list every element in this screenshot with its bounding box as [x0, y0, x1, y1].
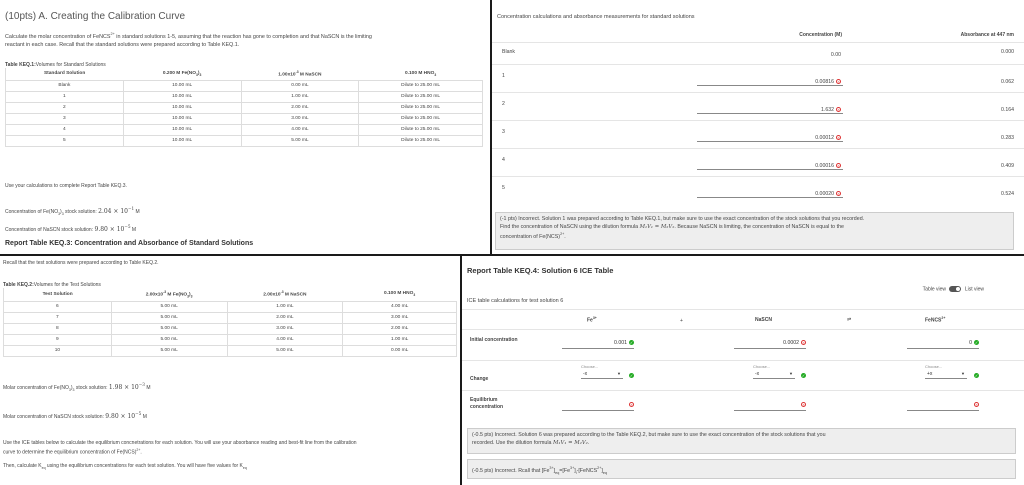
table-row: [492, 148, 1024, 176]
col-nascn: NaSCN: [755, 317, 772, 323]
table-row: [492, 120, 1024, 148]
divider: [462, 309, 1024, 310]
row-change-label: Change: [470, 376, 489, 382]
table-cell: 4.00 mL: [227, 334, 343, 345]
table-cell: 0.00 mL: [241, 80, 359, 91]
table-cell: Blank: [6, 80, 124, 91]
table-row: [4, 312, 457, 323]
divider: [462, 390, 1024, 391]
col-header: $2.00x10^{-3}$ M $Fe(NO_3)_3$: [145, 290, 193, 299]
concentration-input[interactable]: [697, 52, 843, 58]
table-cell: 4.00 mL: [241, 124, 359, 135]
feedback-incorrect-1: (-0.5 pts) Incorrect. Solution 6 was prepared according to the Table KEQ.2, but make sure to use the exact concentration of the stock solutions that you recorded. Use the dilution formula M₁V₁ = M₂V₂.: [467, 428, 1016, 454]
table-cell: Dilute to 25.00 mL: [359, 113, 483, 124]
table-row: [6, 135, 483, 146]
table-view-label: Table view: [922, 286, 947, 293]
incorrect-icon: ×: [837, 107, 840, 112]
col-header: Test Solution: [4, 288, 112, 301]
table-cell: 9: [4, 334, 112, 345]
table-cell: 10: [4, 345, 112, 356]
concentration-value: 0.00: [830, 52, 841, 58]
table-cell: 1.00 mL: [343, 334, 457, 345]
table-cell: 10.00 mL: [123, 80, 241, 91]
chevron-down-icon: ▼: [789, 371, 793, 376]
col-fe: $Fe^{3+}$: [587, 316, 597, 324]
col-fencs: FeNCS$^{2+}$: [925, 316, 946, 324]
section-title: (10pts) A. Creating the Calibration Curve: [5, 11, 186, 22]
incorrect-icon: ×: [837, 191, 840, 196]
change-nascn-select[interactable]: Choose... -x ▼: [753, 364, 793, 377]
scn-molar-concentration: Molar concentration of NaSCN stock solution: $9.80 \times 10^{-5}$ M: [3, 411, 147, 420]
concentration-value: 0.00016: [815, 163, 834, 169]
row-initial-label: Initial concentration: [470, 337, 518, 343]
report-table-title: Report Table KEQ.4: Solution 6 ICE Table: [467, 266, 614, 275]
divider: [462, 329, 1024, 330]
row-label: 5: [502, 185, 505, 191]
incorrect-icon: ×: [837, 79, 840, 84]
table-cell: 5.00 mL: [227, 345, 343, 356]
table-cell: 10.00 mL: [123, 135, 241, 146]
table-cell: 3.00 mL: [343, 312, 457, 323]
concentration-value: 0.00012: [815, 135, 834, 141]
row-equilibrium-label: Equilibrium concentration: [470, 397, 504, 410]
table-row: [6, 91, 483, 102]
table-row: [6, 102, 483, 113]
concentration-value: 1.632: [821, 107, 834, 113]
table-cell: 5.00 mL: [111, 312, 227, 323]
table-cell: 1: [6, 91, 124, 102]
concentration-input[interactable]: [697, 107, 843, 114]
row-label: 4: [502, 157, 505, 163]
table-cell: 10.00 mL: [123, 113, 241, 124]
table-cell: 7: [4, 312, 112, 323]
table-cell: 10.00 mL: [123, 124, 241, 135]
col-absorbance: Absorbance at 447 nm: [960, 32, 1014, 38]
equilibrium-nascn-input[interactable]: [734, 402, 806, 411]
absorbance-value: 0.524: [1001, 191, 1014, 197]
scn-stock-concentration: Concentration of NaSCN stock solution: $9.80 \times 10^{-5}$ M: [5, 224, 137, 233]
table-row: [4, 334, 457, 345]
view-toggle-switch[interactable]: [949, 286, 961, 292]
report-table-title: Report Table KEQ.3: Concentration and Absorbance of Standard Solutions: [5, 240, 254, 247]
incorrect-icon: ×: [837, 163, 840, 168]
col-header: 0.200 M $Fe(NO_3)_3$: [162, 70, 202, 77]
absorbance-value: 0.283: [1001, 135, 1014, 141]
initial-nascn-input[interactable]: 0.0002 ×: [734, 340, 806, 349]
intro-text: Calculate the molar concentration of FeNCS$^{2+}$ in standard solutions 1-5, assuming that the reaction has gone to completion and that NaSCN is the limiting reactant in each case. Recall that the standard solutions were prepared according to Table KEQ.1.: [5, 32, 372, 48]
fe-stock-concentration: Concentration of $Fe(NO_3)_3$ stock solution: $2.04 \times 10^{-1}$ M: [5, 206, 140, 216]
concentration-value: 0.00020: [815, 191, 834, 197]
row-label: 3: [502, 129, 505, 135]
table-cell: 5.00 mL: [111, 345, 227, 356]
chevron-down-icon: ▼: [961, 371, 965, 376]
col-concentration: Concentration (M): [799, 32, 842, 38]
keq-instructions: Then, calculate $K_{eq}$ using the equilibrium concentrations for each test solution. You will have five values for $K_{eq}$: [3, 463, 247, 470]
incorrect-icon: ×: [837, 135, 840, 140]
table-cell: 5.00 mL: [111, 301, 227, 312]
initial-fencs-input[interactable]: 0 ✓: [907, 340, 979, 349]
concentration-input[interactable]: [697, 135, 843, 142]
table-cell: 6: [4, 301, 112, 312]
absorbance-value: 0.000: [1001, 49, 1014, 55]
incorrect-icon: ×: [802, 340, 805, 345]
concentration-table-panel: [492, 0, 1024, 254]
view-toggle[interactable]: [923, 286, 984, 292]
col-plus: +: [680, 318, 683, 324]
table-cell: 8: [4, 323, 112, 334]
table-cell: 2.00 mL: [227, 312, 343, 323]
table-row: [492, 92, 1024, 120]
table-cell: 1.00 mL: [227, 301, 343, 312]
table-row: [6, 113, 483, 124]
row-label: Blank: [502, 49, 515, 55]
col-header: Standard Solution: [6, 68, 124, 80]
table-cell: 5: [6, 135, 124, 146]
table-row: [492, 64, 1024, 92]
calibration-panel: [0, 0, 490, 254]
absorbance-value: 0.062: [1001, 79, 1014, 85]
concentration-input[interactable]: [697, 79, 843, 86]
chevron-down-icon: ▼: [617, 371, 621, 376]
table-cell: 2.00 mL: [343, 323, 457, 334]
ice-instructions: Use the ICE tables below to calculate the equilibrium concnetrations for each solution. You will use your absorbance reading and best-fit line from the calibration curve to determine the equilibrium concentration of Fe(NCS)$^{2+}$.: [3, 440, 357, 456]
ice-table-panel: [462, 256, 1024, 485]
table-cell: Dilute to 25.00 mL: [359, 102, 483, 113]
list-view-label: List view: [964, 286, 984, 293]
table-row: [4, 301, 457, 312]
initial-fe-input[interactable]: 0.001 ✓: [562, 340, 634, 349]
table-row: [492, 176, 1024, 204]
row-label: 2: [502, 101, 505, 107]
incorrect-icon: ×: [630, 402, 633, 407]
col-header: $2.00x10^{-3}$ M NaSCN: [263, 290, 307, 299]
equilibrium-fe-input[interactable]: [562, 402, 634, 411]
table-row: [6, 80, 483, 91]
ice-caption: ICE table calculations for test solution 6: [467, 298, 564, 304]
correct-icon: ✓: [974, 340, 979, 345]
test-solutions-table: [3, 288, 457, 357]
table-row: [492, 42, 1024, 64]
table-caption: Concentration calculations and absorbance measurements for standard solutions: [497, 14, 695, 20]
equilibrium-fencs-input[interactable]: [907, 402, 979, 411]
row-label: 1: [502, 73, 505, 79]
table-cell: 2: [6, 102, 124, 113]
table-cell: 3: [6, 113, 124, 124]
table-row: [4, 323, 457, 334]
fe-molar-concentration: Molar concentration of $Fe(NO_3)_3$ stock solution: $1.98 \times 10^{-3}$ M: [3, 382, 151, 392]
table-cell: 10.00 mL: [123, 91, 241, 102]
change-fencs-select[interactable]: Choose... +x ▼: [925, 364, 965, 377]
absorbance-value: 0.409: [1001, 163, 1014, 169]
absorbance-value: 0.164: [1001, 107, 1014, 113]
table-caption: Table KEQ.2:Volumes for the Test Solutions: [3, 282, 101, 288]
concentration-rows: [492, 42, 1024, 204]
table-cell: 0.00 mL: [343, 345, 457, 356]
table-cell: 10.00 mL: [123, 102, 241, 113]
table-row: [6, 124, 483, 135]
feedback-incorrect: (-1 pts) Incorrect. Solution 1 was prepared according to Table KEQ.1, but make sure to use the exact concentration of the stock solutions that you recorded. Find the concentration of NaSCN using the dilution formula M₁V₁ = M₂V₂. Because NaSCN is limiting, the concentration of NaSCN is equal to the concentration of Fe(NCS)$^{2+}$.: [495, 212, 1014, 250]
table-cell: 2.00 mL: [241, 102, 359, 113]
table-caption: Table KEQ.1:Volumes for Standard Solutions: [5, 62, 106, 68]
concentration-input[interactable]: [697, 191, 843, 198]
col-header: 0.100 M $HNO_3$: [405, 70, 437, 77]
correct-icon: ✓: [974, 373, 979, 378]
correct-icon: ✓: [801, 373, 806, 378]
table-cell: 3.00 mL: [241, 113, 359, 124]
table-cell: 5.00 mL: [111, 323, 227, 334]
table-row: [4, 345, 457, 356]
table-cell: 4.00 mL: [343, 301, 457, 312]
col-equilibrium-arrow: ⇌: [847, 317, 852, 323]
correct-icon: ✓: [629, 340, 634, 345]
correct-icon: ✓: [629, 373, 634, 378]
concentration-value: 0.00816: [815, 79, 834, 85]
feedback-incorrect-2: (-0.5 pts) Incorrect. Rcall that $[Fe^{3+}]_{eq}=[Fe^{3+}]_i-[FeNCS^{2+}]_{eq}$: [467, 459, 1016, 479]
col-header: 0.100 M $HNO_3$: [384, 291, 416, 298]
table-cell: Dilute to 25.00 mL: [359, 124, 483, 135]
divider: [462, 360, 1024, 361]
table-cell: Dilute to 25.00 mL: [359, 135, 483, 146]
standard-solutions-table: [5, 68, 483, 147]
table-cell: 4: [6, 124, 124, 135]
incorrect-icon: ×: [975, 402, 978, 407]
table-cell: 5.00 mL: [111, 334, 227, 345]
concentration-input[interactable]: [697, 163, 843, 170]
col-header: $1.00x10^{-3}$ M NaSCN: [278, 70, 322, 78]
table-cell: 5.00 mL: [241, 135, 359, 146]
instruction-text: Use your calculations to complete Report Table KEQ.3.: [5, 183, 127, 189]
recall-text: Recall that the test solutions were prepared according to Table KEQ.2.: [3, 260, 159, 266]
table-cell: 1.00 mL: [241, 91, 359, 102]
table-cell: 3.00 mL: [227, 323, 343, 334]
table-cell: Dilute to 25.00 mL: [359, 80, 483, 91]
table-cell: Dilute to 25.00 mL: [359, 91, 483, 102]
test-solutions-panel: [0, 256, 460, 485]
change-fe-select[interactable]: Choose... -x ▼: [581, 364, 621, 377]
incorrect-icon: ×: [802, 402, 805, 407]
